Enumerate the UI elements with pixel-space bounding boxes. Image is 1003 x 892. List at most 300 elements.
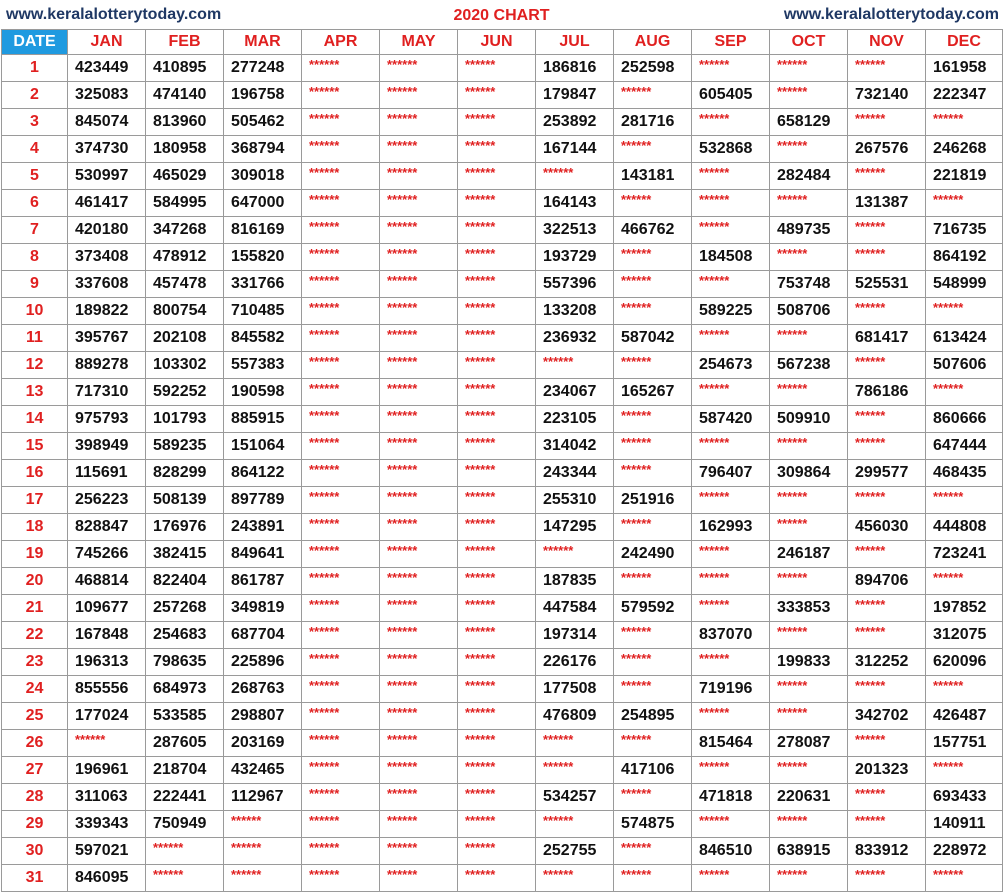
result-cell: 228972	[926, 838, 1003, 865]
result-cell: 745266	[68, 541, 146, 568]
result-cell: 179847	[536, 82, 614, 109]
date-cell: 17	[2, 487, 68, 514]
result-cell: ******	[302, 676, 380, 703]
result-cell: 333853	[770, 595, 848, 622]
result-cell: 218704	[146, 757, 224, 784]
result-cell: ******	[380, 568, 458, 595]
result-cell: ******	[614, 298, 692, 325]
result-cell: 592252	[146, 379, 224, 406]
result-cell: ******	[302, 109, 380, 136]
result-cell: ******	[848, 865, 926, 892]
result-cell: 894706	[848, 568, 926, 595]
result-cell: ******	[692, 379, 770, 406]
result-cell: 151064	[224, 433, 302, 460]
result-cell: ******	[458, 406, 536, 433]
table-row	[2, 622, 1003, 649]
result-cell: ******	[614, 406, 692, 433]
result-cell: ******	[380, 271, 458, 298]
result-cell: 268763	[224, 676, 302, 703]
result-cell: 597021	[68, 838, 146, 865]
result-cell: ******	[380, 757, 458, 784]
result-cell: ******	[380, 622, 458, 649]
result-cell: ******	[770, 136, 848, 163]
result-cell: 282484	[770, 163, 848, 190]
date-cell: 8	[2, 244, 68, 271]
result-cell: ******	[614, 136, 692, 163]
result-cell: ******	[848, 730, 926, 757]
result-cell: ******	[68, 730, 146, 757]
result-cell: ******	[458, 379, 536, 406]
date-cell: 29	[2, 811, 68, 838]
date-cell: 18	[2, 514, 68, 541]
result-cell: ******	[692, 217, 770, 244]
result-cell: ******	[380, 514, 458, 541]
result-cell: ******	[536, 730, 614, 757]
result-cell: 525531	[848, 271, 926, 298]
column-header-apr: APR	[302, 30, 380, 55]
result-cell: 222347	[926, 82, 1003, 109]
result-cell: 203169	[224, 730, 302, 757]
result-cell: ******	[614, 244, 692, 271]
result-cell: 395767	[68, 325, 146, 352]
header-row	[2, 30, 1003, 55]
result-cell: ******	[770, 190, 848, 217]
date-cell: 6	[2, 190, 68, 217]
result-cell: 311063	[68, 784, 146, 811]
table-row	[2, 136, 1003, 163]
result-cell: ******	[380, 487, 458, 514]
result-cell: 456030	[848, 514, 926, 541]
result-cell: ******	[380, 352, 458, 379]
result-cell: 109677	[68, 595, 146, 622]
result-cell: 444808	[926, 514, 1003, 541]
result-cell: ******	[692, 568, 770, 595]
result-cell: ******	[614, 82, 692, 109]
table-row	[2, 298, 1003, 325]
result-cell: 975793	[68, 406, 146, 433]
result-cell: 257268	[146, 595, 224, 622]
result-cell: ******	[614, 649, 692, 676]
result-cell: ******	[692, 433, 770, 460]
result-cell: ******	[770, 433, 848, 460]
result-cell: ******	[302, 838, 380, 865]
date-cell: 3	[2, 109, 68, 136]
date-cell: 4	[2, 136, 68, 163]
result-cell: ******	[302, 730, 380, 757]
table-row	[2, 487, 1003, 514]
result-cell: ******	[302, 757, 380, 784]
result-cell: ******	[380, 217, 458, 244]
result-cell: ******	[380, 865, 458, 892]
result-cell: 131387	[848, 190, 926, 217]
result-cell: ******	[692, 487, 770, 514]
result-cell: 349819	[224, 595, 302, 622]
result-cell: 589235	[146, 433, 224, 460]
result-cell: 331766	[224, 271, 302, 298]
result-cell: ******	[458, 784, 536, 811]
result-cell: ******	[146, 838, 224, 865]
result-cell: 423449	[68, 55, 146, 82]
result-cell: ******	[614, 676, 692, 703]
result-cell: ******	[692, 595, 770, 622]
result-cell: 255310	[536, 487, 614, 514]
result-cell: ******	[926, 298, 1003, 325]
result-cell: 687704	[224, 622, 302, 649]
column-header-jan: JAN	[68, 30, 146, 55]
result-cell: ******	[770, 244, 848, 271]
result-cell: 252598	[614, 55, 692, 82]
column-header-mar: MAR	[224, 30, 302, 55]
date-cell: 22	[2, 622, 68, 649]
date-cell: 2	[2, 82, 68, 109]
table-row	[2, 271, 1003, 298]
chart-title: 2020 CHART	[453, 7, 550, 24]
result-cell: 723241	[926, 541, 1003, 568]
result-cell: ******	[302, 379, 380, 406]
result-cell: 716735	[926, 217, 1003, 244]
result-cell: 382415	[146, 541, 224, 568]
result-cell: 693433	[926, 784, 1003, 811]
result-cell: ******	[536, 541, 614, 568]
result-cell: ******	[380, 460, 458, 487]
result-cell: 864122	[224, 460, 302, 487]
result-cell: ******	[224, 838, 302, 865]
result-cell: 557383	[224, 352, 302, 379]
result-cell: 374730	[68, 136, 146, 163]
result-cell: ******	[614, 514, 692, 541]
result-cell: 732140	[848, 82, 926, 109]
result-cell: ******	[848, 433, 926, 460]
result-cell: 177508	[536, 676, 614, 703]
result-cell: ******	[848, 676, 926, 703]
table-row	[2, 406, 1003, 433]
result-cell: 101793	[146, 406, 224, 433]
result-cell: 342702	[848, 703, 926, 730]
result-cell: 845582	[224, 325, 302, 352]
result-cell: ******	[614, 352, 692, 379]
result-cell: ******	[458, 55, 536, 82]
table-row	[2, 433, 1003, 460]
result-cell: ******	[926, 865, 1003, 892]
result-cell: ******	[302, 784, 380, 811]
result-cell: ******	[380, 190, 458, 217]
table-row	[2, 703, 1003, 730]
result-cell: ******	[926, 487, 1003, 514]
result-cell: ******	[458, 82, 536, 109]
date-cell: 24	[2, 676, 68, 703]
table-row	[2, 784, 1003, 811]
result-cell: ******	[770, 82, 848, 109]
result-cell: ******	[926, 379, 1003, 406]
result-cell: 177024	[68, 703, 146, 730]
result-cell: 468435	[926, 460, 1003, 487]
result-cell: 339343	[68, 811, 146, 838]
date-cell: 27	[2, 757, 68, 784]
result-cell: ******	[458, 514, 536, 541]
result-cell: ******	[614, 190, 692, 217]
date-cell: 28	[2, 784, 68, 811]
result-cell: 574875	[614, 811, 692, 838]
result-cell: ******	[614, 865, 692, 892]
result-cell: ******	[536, 352, 614, 379]
result-cell: 855556	[68, 676, 146, 703]
result-cell: 719196	[692, 676, 770, 703]
result-cell: 828299	[146, 460, 224, 487]
result-cell: ******	[848, 352, 926, 379]
result-cell: ******	[770, 568, 848, 595]
date-cell: 12	[2, 352, 68, 379]
result-cell: 476809	[536, 703, 614, 730]
result-cell: 176976	[146, 514, 224, 541]
result-cell: 548999	[926, 271, 1003, 298]
result-cell: 278087	[770, 730, 848, 757]
result-cell: ******	[770, 865, 848, 892]
result-cell: 846510	[692, 838, 770, 865]
result-cell: ******	[692, 190, 770, 217]
result-cell: ******	[614, 433, 692, 460]
result-cell: 509910	[770, 406, 848, 433]
result-cell: ******	[380, 406, 458, 433]
column-header-jun: JUN	[458, 30, 536, 55]
table-row	[2, 82, 1003, 109]
result-cell: 710485	[224, 298, 302, 325]
result-cell: ******	[302, 703, 380, 730]
result-cell: ******	[848, 811, 926, 838]
result-cell: ******	[848, 163, 926, 190]
result-cell: 299577	[848, 460, 926, 487]
result-cell: ******	[302, 298, 380, 325]
result-cell: 223105	[536, 406, 614, 433]
result-cell: 864192	[926, 244, 1003, 271]
result-cell: 605405	[692, 82, 770, 109]
result-cell: 753748	[770, 271, 848, 298]
date-cell: 13	[2, 379, 68, 406]
column-header-nov: NOV	[848, 30, 926, 55]
result-cell: ******	[692, 541, 770, 568]
result-cell: 193729	[536, 244, 614, 271]
column-header-date: DATE	[2, 30, 68, 55]
result-cell: 398949	[68, 433, 146, 460]
result-cell: ******	[458, 433, 536, 460]
result-cell: 196758	[224, 82, 302, 109]
result-cell: 157751	[926, 730, 1003, 757]
result-cell: ******	[302, 82, 380, 109]
site-url-left: www.keralalotterytoday.com	[6, 6, 222, 23]
result-cell: ******	[302, 865, 380, 892]
result-cell: ******	[458, 163, 536, 190]
result-cell: ******	[458, 352, 536, 379]
result-cell: ******	[770, 379, 848, 406]
result-cell: ******	[458, 703, 536, 730]
column-header-jul: JUL	[536, 30, 614, 55]
result-cell: ******	[458, 298, 536, 325]
result-cell: ******	[848, 541, 926, 568]
result-cell: ******	[302, 244, 380, 271]
table-row	[2, 217, 1003, 244]
result-cell: ******	[380, 595, 458, 622]
result-cell: ******	[770, 325, 848, 352]
result-cell: ******	[380, 784, 458, 811]
result-cell: ******	[536, 757, 614, 784]
result-cell: 112967	[224, 784, 302, 811]
result-cell: ******	[458, 595, 536, 622]
result-cell: 180958	[146, 136, 224, 163]
result-cell: 530997	[68, 163, 146, 190]
date-cell: 15	[2, 433, 68, 460]
result-cell: ******	[926, 757, 1003, 784]
result-cell: ******	[458, 271, 536, 298]
result-cell: ******	[770, 622, 848, 649]
result-cell: ******	[302, 487, 380, 514]
result-cell: ******	[770, 487, 848, 514]
result-cell: ******	[692, 55, 770, 82]
result-cell: ******	[458, 460, 536, 487]
result-cell: 251916	[614, 487, 692, 514]
result-cell: ******	[692, 811, 770, 838]
table-row	[2, 514, 1003, 541]
result-cell: 281716	[614, 109, 692, 136]
result-cell: ******	[926, 190, 1003, 217]
result-cell: 133208	[536, 298, 614, 325]
result-cell: 860666	[926, 406, 1003, 433]
result-cell: ******	[302, 811, 380, 838]
result-cell: 246187	[770, 541, 848, 568]
result-cell: 254673	[692, 352, 770, 379]
result-cell: ******	[380, 730, 458, 757]
result-cell: 312075	[926, 622, 1003, 649]
result-cell: 466762	[614, 217, 692, 244]
result-cell: ******	[770, 703, 848, 730]
result-cell: ******	[302, 595, 380, 622]
result-cell: ******	[302, 217, 380, 244]
result-cell: 589225	[692, 298, 770, 325]
result-cell: 226176	[536, 649, 614, 676]
result-cell: 420180	[68, 217, 146, 244]
table-row	[2, 838, 1003, 865]
result-cell: ******	[458, 649, 536, 676]
result-cell: ******	[302, 271, 380, 298]
result-cell: 254683	[146, 622, 224, 649]
result-cell: 885915	[224, 406, 302, 433]
result-cell: 638915	[770, 838, 848, 865]
result-cell: 508139	[146, 487, 224, 514]
result-cell: 846095	[68, 865, 146, 892]
result-cell: 190598	[224, 379, 302, 406]
result-cell: ******	[614, 838, 692, 865]
result-cell: ******	[224, 865, 302, 892]
result-cell: 587042	[614, 325, 692, 352]
result-cell: 162993	[692, 514, 770, 541]
table-body	[2, 55, 1003, 892]
result-cell: 347268	[146, 217, 224, 244]
result-cell: ******	[380, 649, 458, 676]
result-cell: 658129	[770, 109, 848, 136]
result-cell: ******	[302, 163, 380, 190]
result-cell: ******	[380, 136, 458, 163]
date-cell: 31	[2, 865, 68, 892]
result-cell: 410895	[146, 55, 224, 82]
result-cell: ******	[302, 649, 380, 676]
result-cell: 277248	[224, 55, 302, 82]
result-cell: 252755	[536, 838, 614, 865]
result-cell: ******	[302, 190, 380, 217]
result-cell: ******	[692, 325, 770, 352]
result-cell: 897789	[224, 487, 302, 514]
result-cell: ******	[380, 703, 458, 730]
result-cell: ******	[458, 622, 536, 649]
result-cell: 298807	[224, 703, 302, 730]
result-cell: 489735	[770, 217, 848, 244]
result-cell: 322513	[536, 217, 614, 244]
result-cell: ******	[380, 811, 458, 838]
result-cell: ******	[770, 514, 848, 541]
result-cell: ******	[458, 487, 536, 514]
result-cell: 236932	[536, 325, 614, 352]
result-cell: ******	[302, 406, 380, 433]
result-cell: ******	[848, 217, 926, 244]
result-cell: 167848	[68, 622, 146, 649]
result-cell: 426487	[926, 703, 1003, 730]
result-cell: ******	[380, 676, 458, 703]
site-url-right: www.keralalotterytoday.com	[783, 6, 999, 23]
table-row	[2, 163, 1003, 190]
result-cell: 786186	[848, 379, 926, 406]
result-cell: 221819	[926, 163, 1003, 190]
result-cell: 750949	[146, 811, 224, 838]
result-cell: 368794	[224, 136, 302, 163]
result-cell: ******	[302, 352, 380, 379]
result-cell: 202108	[146, 325, 224, 352]
column-header-sep: SEP	[692, 30, 770, 55]
result-cell: 143181	[614, 163, 692, 190]
result-cell: ******	[770, 811, 848, 838]
result-cell: 253892	[536, 109, 614, 136]
result-cell: 222441	[146, 784, 224, 811]
result-cell: 337608	[68, 271, 146, 298]
date-cell: 11	[2, 325, 68, 352]
result-cell: ******	[302, 325, 380, 352]
date-cell: 30	[2, 838, 68, 865]
result-cell: 465029	[146, 163, 224, 190]
result-cell: 567238	[770, 352, 848, 379]
result-cell: 800754	[146, 298, 224, 325]
result-cell: 417106	[614, 757, 692, 784]
table-row	[2, 352, 1003, 379]
date-cell: 16	[2, 460, 68, 487]
result-cell: 432465	[224, 757, 302, 784]
result-cell: ******	[380, 82, 458, 109]
result-cell: ******	[848, 784, 926, 811]
result-cell: 613424	[926, 325, 1003, 352]
result-cell: ******	[692, 865, 770, 892]
result-cell: ******	[458, 217, 536, 244]
result-cell: 314042	[536, 433, 614, 460]
result-cell: ******	[458, 811, 536, 838]
result-cell: 684973	[146, 676, 224, 703]
result-cell: 312252	[848, 649, 926, 676]
result-cell: ******	[848, 244, 926, 271]
result-cell: 587420	[692, 406, 770, 433]
table-row	[2, 325, 1003, 352]
result-cell: 225896	[224, 649, 302, 676]
result-cell: ******	[380, 109, 458, 136]
table-row	[2, 379, 1003, 406]
date-cell: 26	[2, 730, 68, 757]
result-cell: ******	[614, 271, 692, 298]
result-cell: ******	[302, 55, 380, 82]
result-cell: ******	[458, 730, 536, 757]
result-cell: ******	[380, 55, 458, 82]
